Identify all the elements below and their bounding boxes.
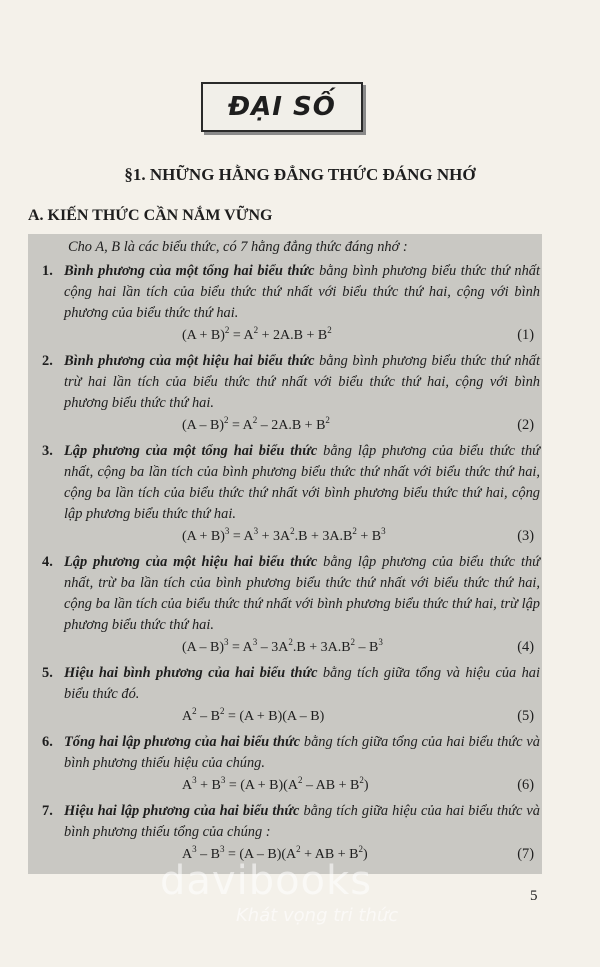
watermark-brand: davibooks xyxy=(160,858,373,904)
subsection-heading: A. KIẾN THỨC CẦN NẮM VỮNG xyxy=(28,207,273,224)
identity-statement xyxy=(42,351,540,414)
identity-list xyxy=(42,261,540,866)
identity-statement xyxy=(42,441,540,525)
formula-number: (4) xyxy=(517,639,534,655)
item-number: 1. xyxy=(42,263,53,279)
identity-item xyxy=(42,552,540,663)
formula-expression: $(A - B)^3 = A^3 - 3A^2.B + 3A.B^2 - B^3$ xyxy=(182,637,383,655)
formula-expression: $A^2 - B^2 = (A + B)(A - B)$ xyxy=(182,706,325,724)
identity-item xyxy=(42,351,540,441)
identity-name: Tổng hai lập phương của hai biểu thức xyxy=(64,734,300,750)
formula-expression: $A^3 - B^3 = (A - B)(A^2$ + AB + $B^2$) xyxy=(182,844,368,862)
item-number: 2. xyxy=(42,353,53,369)
formula-number: (3) xyxy=(517,528,534,544)
formula-expression: $(A + B)^2 = A^2 + 2A.B + B^2$ xyxy=(182,325,332,343)
identity-description: bằng bình phương biểu thức thứ nhất trừ hai lần tích của biểu thức thứ nhất với biểu thức thứ hai, cộng với bình phương biểu thức thứ hai. xyxy=(64,353,540,411)
item-number: 5. xyxy=(42,665,53,681)
watermark-slogan: Khát vọng tri thức xyxy=(236,905,399,926)
content-body xyxy=(42,237,540,866)
identity-formula xyxy=(42,636,540,659)
identity-statement xyxy=(42,732,540,774)
formula-expression: $(A + B)^3 = A^3 + 3A^2.B + 3A.B^2 + B^3$ xyxy=(182,526,386,544)
identity-formula xyxy=(42,705,540,728)
identity-name: Lập phương của một hiệu hai biểu thức xyxy=(64,554,318,570)
identity-formula xyxy=(42,525,540,548)
chapter-title-box xyxy=(201,82,363,132)
identity-statement xyxy=(42,552,540,636)
formula-number: (6) xyxy=(517,777,534,793)
identity-description: bằng bình phương biểu thức thứ nhất cộng hai lần tích của biểu thức thứ nhất với biểu thức thứ hai, cộng với bình phương của biểu thức thứ hai. xyxy=(64,263,540,321)
identity-name: Lập phương của một tổng hai biểu thức xyxy=(64,443,318,459)
identity-item xyxy=(42,441,540,552)
formula-number: (5) xyxy=(517,708,534,724)
item-number: 3. xyxy=(42,443,53,459)
identity-item xyxy=(42,261,540,351)
identity-name: Hiệu hai bình phương của hai biểu thức xyxy=(64,665,318,681)
identity-name: Hiệu hai lập phương của hai biểu thức xyxy=(64,803,300,819)
intro-text: Cho A, B là các biểu thức, có 7 hằng đẳng thức đáng nhớ : xyxy=(68,239,408,255)
identity-description: bằng tích giữa tổng của hai biểu thức và bình phương thiếu hiệu của chúng. xyxy=(64,734,540,771)
identity-item xyxy=(42,801,540,866)
identity-item xyxy=(42,732,540,801)
formula-expression: $A^3 + B^3 = (A + B)(A^2$ – AB + $B^2$) xyxy=(182,775,369,793)
identity-statement xyxy=(42,663,540,705)
formula-expression: $(A - B)^2 = A^2 - 2A.B + B^2$ xyxy=(182,415,330,433)
identity-description: bằng tích giữa tổng và hiệu của hai biểu thức đó. xyxy=(64,665,540,702)
item-number: 4. xyxy=(42,554,53,570)
identity-name: Bình phương của một tổng hai biểu thức xyxy=(64,263,315,279)
identity-name: Bình phương của một hiệu hai biểu thức xyxy=(64,353,315,369)
chapter-title: ĐẠI SỐ xyxy=(228,92,336,122)
page-number: 5 xyxy=(530,888,538,904)
item-number: 6. xyxy=(42,734,53,750)
formula-number: (7) xyxy=(517,846,534,862)
identity-formula xyxy=(42,414,540,437)
identity-statement xyxy=(42,801,540,843)
identity-description: bằng lập phương của biểu thức thứ nhất, cộng ba lần tích của bình phương biểu thức thứ nhất với biểu thức thứ hai, cộng ba lần tích của biểu thức thứ nhất với bình phương biểu thức thứ hai, cộng lập phương biểu thức thứ hai. xyxy=(64,443,540,522)
formula-number: (1) xyxy=(517,327,534,343)
identity-item xyxy=(42,663,540,732)
identity-description: bằng tích giữa hiệu của hai biểu thức và bình phương thiếu tổng của chúng : xyxy=(64,803,540,840)
formula-number: (2) xyxy=(517,417,534,433)
identity-formula xyxy=(42,774,540,797)
identity-formula xyxy=(42,324,540,347)
section-title: §1. NHỮNG HẰNG ĐẲNG THỨC ĐÁNG NHỚ xyxy=(124,165,476,184)
identity-description: bằng lập phương của biểu thức thứ nhất, trừ ba lần tích của bình phương biểu thức thứ nhất với biểu thức thứ hai, cộng ba lần tích của biểu thức thứ nhất với bình phương biểu thức thứ hai, trừ lập phương biểu thức thứ hai. xyxy=(64,554,540,633)
identity-statement xyxy=(42,261,540,324)
item-number: 7. xyxy=(42,803,53,819)
